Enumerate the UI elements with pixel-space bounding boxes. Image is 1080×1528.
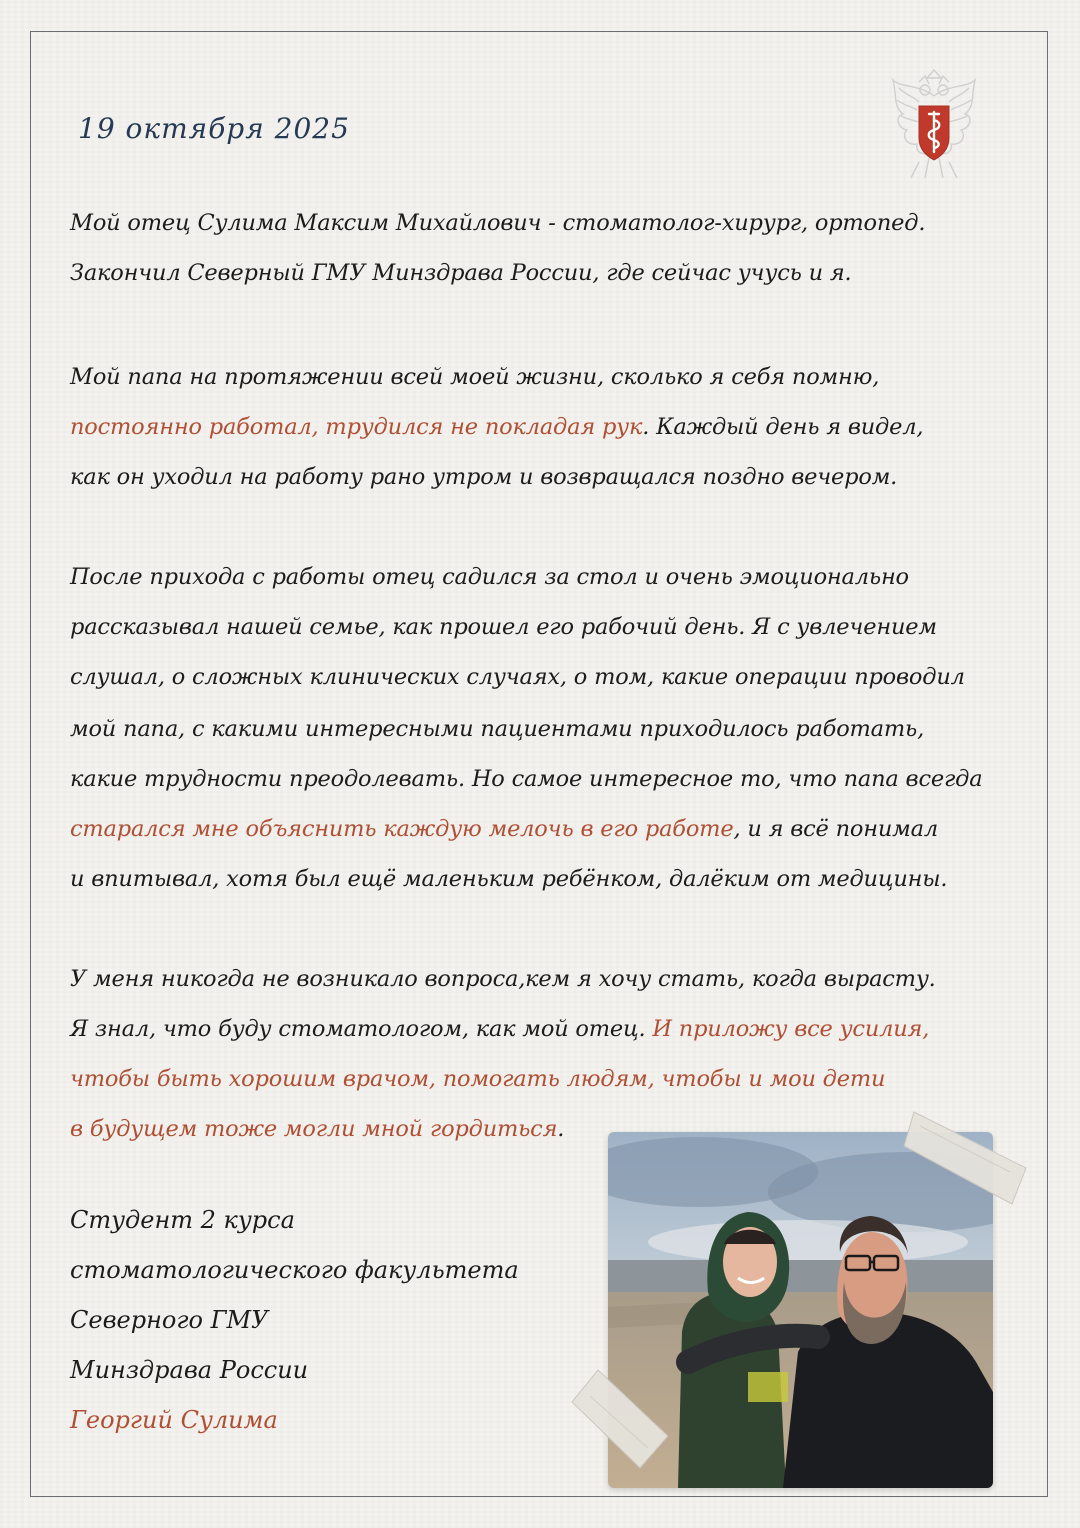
signature-line: Студент 2 курса	[70, 1206, 295, 1234]
signature-line: Северного ГМУ	[70, 1306, 269, 1334]
highlighted-text: И приложу все усилия,	[652, 1016, 930, 1042]
letter-line	[70, 766, 982, 792]
letter-text: как он уходил на работу рано утром и возвращался поздно вечером.	[70, 464, 898, 490]
letter-line	[70, 414, 923, 440]
letter-text: , и я всё понимал	[733, 816, 938, 842]
letter-line	[70, 816, 938, 842]
letter-text: какие трудности преодолевать. Но самое интересное то, что папа всегда	[70, 766, 983, 792]
tape-top-right-icon	[900, 1106, 1030, 1210]
ministry-emblem-icon	[889, 66, 979, 184]
letter-line	[70, 716, 924, 742]
letter-text: Закончил Северный ГМУ Минздрава России, где сейчас учусь и я.	[70, 260, 852, 286]
letter-line	[70, 614, 937, 640]
letter-line	[70, 1116, 564, 1142]
author-name: Георгий Сулима	[70, 1406, 278, 1434]
letter-text: рассказывал нашей семье, как прошел его рабочий день. Я с увлечением	[70, 614, 937, 640]
letter-text: Мой отец Сулима Максим Михайлович - стоматолог-хирург, ортопед.	[70, 210, 926, 236]
letter-text: . Каждый день я видел,	[642, 414, 924, 440]
letter-text: После прихода с работы отец садился за стол и очень эмоционально	[70, 564, 909, 590]
highlighted-text: постоянно работал, трудился не покладая рук	[70, 414, 643, 440]
tape-bottom-left-icon	[568, 1366, 672, 1472]
letter-line	[70, 866, 947, 892]
letter-text: Мой папа на протяжении всей моей жизни, сколько я себя помню,	[70, 364, 880, 390]
letter-line	[70, 1016, 929, 1042]
letter-line	[70, 1066, 885, 1092]
letter-date: 19 октября 2025	[78, 112, 350, 145]
letter-line	[70, 364, 879, 390]
letter-line	[70, 564, 909, 590]
highlighted-text: в будущем тоже могли мной гордиться	[70, 1116, 558, 1142]
letter-text: и впитывал, хотя был ещё маленьким ребёнком, далёким от медицины.	[70, 866, 948, 892]
signature-line: Минздрава России	[70, 1356, 309, 1384]
letter-line	[70, 210, 925, 236]
highlighted-text: чтобы быть хорошим врачом, помогать людям, чтобы и мои дети	[70, 1066, 886, 1092]
letter-text: слушал, о сложных клинических случаях, о том, какие операции проводил	[70, 664, 965, 690]
letter-text: .	[557, 1116, 565, 1142]
signature-line: стоматологического факультета	[70, 1256, 519, 1284]
letter-text: У меня никогда не возникало вопроса,кем я хочу стать, когда вырасту.	[70, 966, 936, 992]
letter-line	[70, 664, 965, 690]
letter-text: мой папа, с какими интересными пациентами приходилось работать,	[70, 716, 925, 742]
letter-text: Я знал, что буду стоматологом, как мой отец.	[70, 1016, 653, 1042]
letter-line	[70, 966, 936, 992]
letter-line	[70, 260, 852, 286]
letter-line	[70, 464, 897, 490]
highlighted-text: старался мне объяснить каждую мелочь в его работе	[70, 816, 734, 842]
